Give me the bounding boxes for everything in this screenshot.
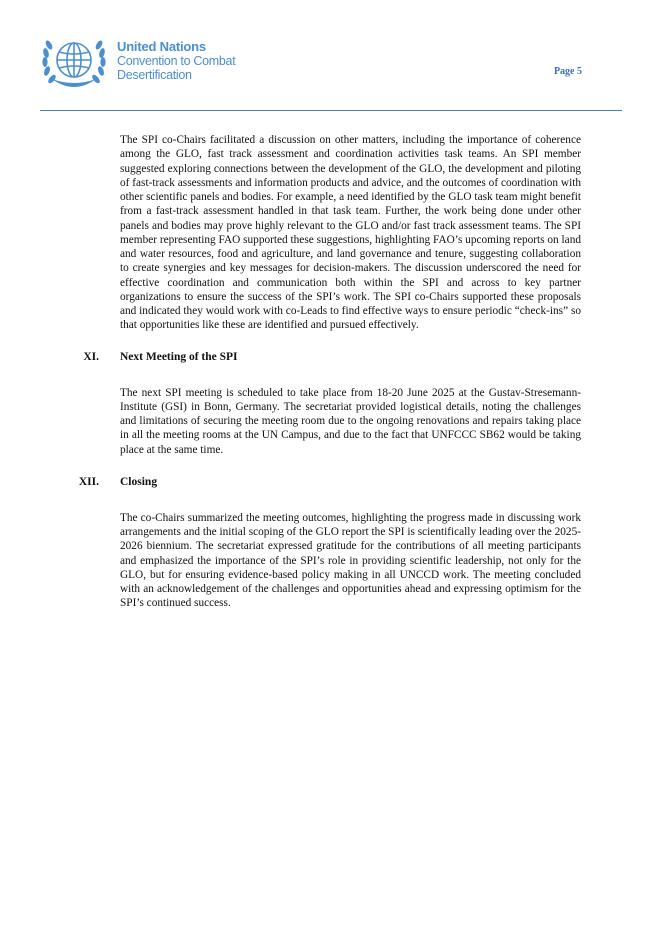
org-name-line2: Convention to Combat: [117, 54, 236, 68]
section-number: XII.: [78, 475, 99, 488]
section-paragraph-xi: The next SPI meeting is scheduled to take place from 18-20 June 2025 at the Gustav-Stresemann-Institute (GSI) in Bonn, Germany. The secretariat provided logistical details, noting the challenges and limitations of securing the meeting room due to the ongoing renovations and repairs taking place in all the meeting rooms at the UN Campus, and due to the fact that UNFCCC SB62 would be taking place at the same time.: [120, 386, 581, 456]
un-emblem-logo: [40, 33, 108, 91]
page-number: Page 5: [553, 66, 582, 77]
section-heading-xii: [0, 476, 662, 492]
organization-name: [117, 40, 235, 82]
document-body: [0, 133, 662, 611]
org-name-line3: Desertification: [117, 68, 192, 82]
page-header: [0, 0, 662, 112]
header-divider: [40, 110, 622, 111]
section-heading-xi: [0, 351, 662, 367]
section-number: XI.: [83, 350, 99, 363]
org-name-line1: United Nations: [117, 39, 206, 54]
section-title: Next Meeting of the SPI: [120, 350, 238, 363]
section-title: Closing: [120, 475, 158, 488]
section-paragraph-xii: The co-Chairs summarized the meeting outcomes, highlighting the progress made in discussing work arrangements and the initial scoping of the GLO report the SPI is scientifically leading over the 2025-2026 biennium. The secretariat expressed gratitude for the contributions of all meeting participants and emphasized the importance of the SPI’s role in providing scientific leadership, not only for the GLO, but for ensuring evidence-based policy making in all UNCCD work. The meeting concluded with an acknowledgement of the challenges and opportunities ahead and expressing optimism for the SPI’s continued success.: [120, 511, 581, 610]
intro-paragraph: The SPI co-Chairs facilitated a discussion on other matters, including the importance of coherence among the GLO, fast track assessment and coordination activities task teams. An SPI member suggested exploring connections between the development of the GLO, the development and piloting of fast-track assessments and information products and advice, and the outcomes of coordination with other scientific panels and bodies. For example, a need identified by the GLO task team might benefit from a fast-track assessment handled in that task team. Further, the work being done under other panels and bodies may prove highly relevant to the GLO and/or fast track assessment teams. The SPI member representing FAO supported these suggestions, highlighting FAO’s upcoming reports on land and water resources, food and agriculture, and land governance and tenure, suggesting collaboration to create synergies and key messages for decision-makers. The discussion underscored the need for effective coordination and communication both within the SPI and across to key partner organizations to ensure the success of the SPI’s work. The SPI co-Chairs supported these proposals and indicated they would work with co-Leads to find effective ways to ensure periodic “check-ins” so that opportunities like these are identified and pursued effectively.: [120, 134, 581, 332]
